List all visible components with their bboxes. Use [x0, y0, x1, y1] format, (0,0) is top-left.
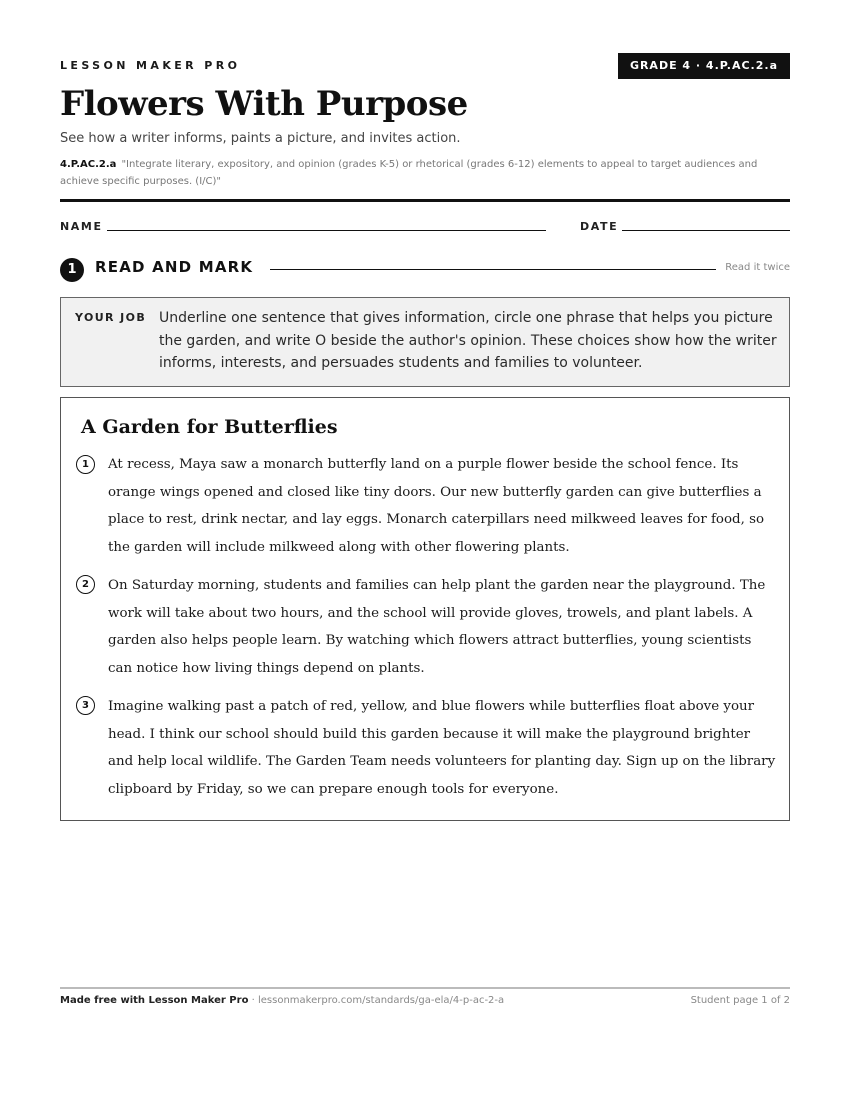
section-title: READ AND MARK	[95, 258, 254, 276]
your-job-label: YOUR JOB	[75, 311, 147, 324]
your-job-instructions: Underline one sentence that gives information, circle one phrase that helps you picture the garden, and write O beside the author's opinion. These choices show how the writer informs, interests, and persuades students and families to volunteer.	[159, 310, 777, 371]
footer-divider	[60, 987, 790, 989]
name-label: NAME	[60, 220, 103, 233]
standard-text: "Integrate literary, expository, and opinion (grades K-5) or rhetorical (grades 6-12) elements to appeal to target audiences and achieve specific purposes. (I/C)"	[60, 159, 758, 187]
header-divider	[60, 199, 790, 202]
paragraph-3: Imagine walking past a patch of red, yellow, and blue flowers while butterflies float above your head. I think our school should build this garden because it will make the playground brighter and help local wildlife. The Garden Team needs volunteers for planting day. Sign up on the library clipboard by Friday, so we can prepare enough tools for everyone.	[108, 699, 776, 797]
footer-url[interactable]: lessonmakerpro.com/standards/ga-ela/4-p-ac-2-a	[257, 995, 505, 1006]
your-job-box	[60, 297, 790, 387]
paragraph-number-2: 2	[76, 575, 95, 594]
grade-badge: GRADE 4 · 4.P.AC.2.a	[618, 53, 790, 79]
paragraph-number-1: 1	[76, 455, 95, 474]
section-number-badge: 1	[60, 258, 84, 282]
standard-description	[60, 156, 790, 190]
paragraph-number-3: 3	[76, 696, 95, 715]
footer-credit	[60, 995, 504, 1006]
footer-maker: Made free with Lesson Maker Pro	[60, 995, 249, 1006]
paragraph-1: At recess, Maya saw a monarch butterfly land on a purple flower beside the school fence. Its orange wings opened and closed like tiny doors. Our new butterfly garden can give butterflies a place to rest, drink nectar, and lay eggs. Monarch caterpillars need milkweed leaves for food, so the garden will include milkweed along with other flowering plants.	[108, 457, 765, 555]
section-note: Read it twice	[725, 262, 790, 273]
reading-passage-box	[60, 397, 790, 821]
paragraph-2: On Saturday morning, students and families can help plant the garden near the playground. The work will take about two hours, and the school will provide gloves, trowels, and plant labels. A garden also helps people learn. By watching which flowers attract butterflies, young scientists can notice how living things depend on plants.	[108, 578, 766, 676]
page-subtitle: See how a writer informs, paints a picture, and invites action.	[60, 131, 461, 146]
standard-code: 4.P.AC.2.a	[60, 159, 117, 170]
footer-separator: ·	[248, 995, 258, 1006]
passage-title: A Garden for Butterflies	[81, 416, 338, 438]
date-field[interactable]	[622, 230, 790, 231]
worksheet-page	[60, 0, 790, 1100]
footer-page-number: Student page 1 of 2	[690, 995, 790, 1006]
section-divider	[270, 269, 716, 270]
brand-name: LESSON MAKER PRO	[60, 59, 241, 72]
page-title: Flowers With Purpose	[60, 84, 468, 124]
date-label: DATE	[580, 220, 619, 233]
name-field[interactable]	[107, 230, 546, 231]
